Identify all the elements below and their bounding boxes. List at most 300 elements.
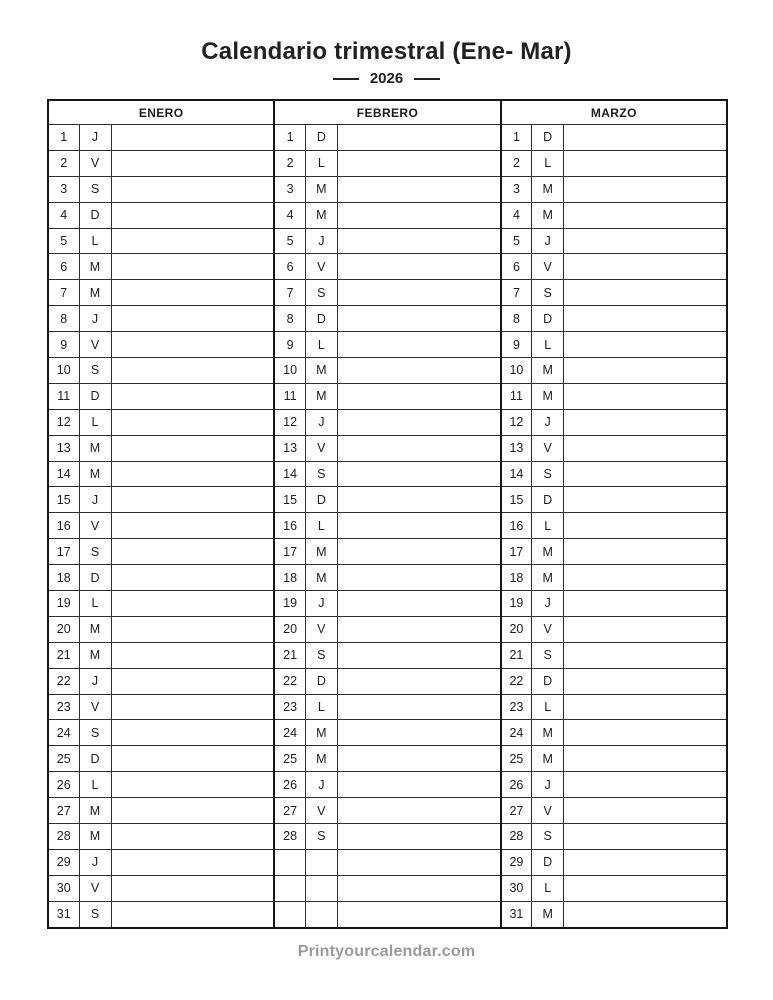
day-letter-cell: L [305, 332, 337, 358]
day-letter-cell: M [532, 176, 564, 202]
day-number-cell: 1 [501, 125, 532, 151]
notes-cell [337, 798, 500, 824]
notes-cell [111, 591, 274, 617]
day-number-cell: 9 [48, 332, 79, 358]
day-letter-cell: M [532, 746, 564, 772]
notes-cell [564, 591, 727, 617]
calendar-row [48, 720, 727, 746]
day-number-cell: 23 [501, 694, 532, 720]
day-letter-cell: J [79, 487, 111, 513]
notes-cell [111, 150, 274, 176]
day-number-cell: 11 [274, 383, 305, 409]
day-letter-cell: M [305, 383, 337, 409]
year-dash-left-ornament [333, 78, 359, 80]
day-letter-cell: M [532, 202, 564, 228]
notes-cell [111, 487, 274, 513]
notes-cell [337, 254, 500, 280]
notes-cell [564, 409, 727, 435]
day-number-cell: 17 [501, 539, 532, 565]
calendar-row [48, 824, 727, 850]
calendar-row [48, 435, 727, 461]
day-letter-cell: M [79, 461, 111, 487]
notes-cell [111, 668, 274, 694]
day-number-cell: 24 [501, 720, 532, 746]
notes-cell [564, 150, 727, 176]
notes-cell [111, 720, 274, 746]
day-number-cell: 1 [48, 125, 79, 151]
notes-cell [337, 125, 500, 151]
day-letter-cell: M [532, 565, 564, 591]
day-number-cell: 18 [274, 565, 305, 591]
day-letter-cell: V [79, 513, 111, 539]
notes-cell [111, 824, 274, 850]
day-number-cell: 23 [48, 694, 79, 720]
day-letter-cell: M [305, 202, 337, 228]
day-letter-cell: M [532, 539, 564, 565]
calendar-body [48, 125, 727, 928]
day-letter-cell: S [79, 358, 111, 384]
day-letter-cell: S [79, 720, 111, 746]
notes-cell [337, 409, 500, 435]
day-number-cell: 29 [48, 849, 79, 875]
day-letter-cell: V [305, 254, 337, 280]
day-number-cell: 28 [274, 824, 305, 850]
day-number-cell: 5 [501, 228, 532, 254]
day-letter-cell: M [79, 616, 111, 642]
day-number-cell: 3 [274, 176, 305, 202]
day-letter-cell: M [305, 176, 337, 202]
day-number-cell: 7 [48, 280, 79, 306]
day-letter-cell: V [79, 150, 111, 176]
notes-cell [564, 358, 727, 384]
day-number-cell [274, 901, 305, 927]
calendar-row [48, 125, 727, 151]
notes-cell [564, 487, 727, 513]
day-number-cell: 16 [501, 513, 532, 539]
notes-cell [111, 875, 274, 901]
notes-cell [564, 254, 727, 280]
day-number-cell: 31 [501, 901, 532, 927]
day-letter-cell: S [532, 280, 564, 306]
day-number-cell: 2 [48, 150, 79, 176]
day-number-cell: 8 [48, 306, 79, 332]
notes-cell [337, 435, 500, 461]
day-letter-cell: J [79, 668, 111, 694]
notes-cell [564, 875, 727, 901]
day-letter-cell: S [79, 176, 111, 202]
day-number-cell: 5 [48, 228, 79, 254]
calendar-header [48, 100, 727, 125]
day-number-cell: 4 [274, 202, 305, 228]
calendar-row [48, 254, 727, 280]
day-letter-cell: L [79, 409, 111, 435]
calendar-row [48, 668, 727, 694]
day-number-cell: 31 [48, 901, 79, 927]
calendar-row [48, 694, 727, 720]
calendar-row [48, 280, 727, 306]
day-letter-cell: S [532, 461, 564, 487]
day-letter-cell: L [305, 694, 337, 720]
day-letter-cell: L [532, 332, 564, 358]
day-letter-cell: L [79, 772, 111, 798]
day-letter-cell: M [305, 358, 337, 384]
day-letter-cell: J [532, 591, 564, 617]
day-letter-cell [305, 875, 337, 901]
day-letter-cell: D [305, 668, 337, 694]
day-number-cell: 26 [274, 772, 305, 798]
notes-cell [111, 176, 274, 202]
day-number-cell: 2 [501, 150, 532, 176]
day-letter-cell: M [79, 824, 111, 850]
notes-cell [337, 332, 500, 358]
day-letter-cell: L [79, 228, 111, 254]
day-number-cell: 5 [274, 228, 305, 254]
day-number-cell: 25 [48, 746, 79, 772]
day-number-cell: 8 [501, 306, 532, 332]
day-number-cell: 17 [48, 539, 79, 565]
day-number-cell: 9 [274, 332, 305, 358]
notes-cell [564, 798, 727, 824]
day-letter-cell: M [532, 383, 564, 409]
day-number-cell: 7 [501, 280, 532, 306]
day-letter-cell: S [305, 824, 337, 850]
notes-cell [337, 772, 500, 798]
day-number-cell: 6 [48, 254, 79, 280]
notes-cell [337, 150, 500, 176]
notes-cell [111, 539, 274, 565]
day-letter-cell: V [305, 616, 337, 642]
notes-cell [564, 668, 727, 694]
day-letter-cell: V [79, 875, 111, 901]
notes-cell [337, 176, 500, 202]
year-dash-right-ornament [414, 78, 440, 80]
day-number-cell: 23 [274, 694, 305, 720]
day-number-cell: 14 [274, 461, 305, 487]
notes-cell [111, 461, 274, 487]
day-letter-cell: V [532, 798, 564, 824]
day-number-cell [274, 849, 305, 875]
calendar-row [48, 875, 727, 901]
year-row [0, 70, 773, 88]
notes-cell [337, 694, 500, 720]
day-number-cell: 16 [48, 513, 79, 539]
day-number-cell: 1 [274, 125, 305, 151]
day-letter-cell: D [79, 383, 111, 409]
day-letter-cell: D [79, 746, 111, 772]
day-number-cell: 15 [274, 487, 305, 513]
month-header-marzo: MARZO [501, 100, 727, 125]
day-number-cell: 21 [501, 642, 532, 668]
day-letter-cell: M [532, 358, 564, 384]
day-number-cell: 30 [48, 875, 79, 901]
notes-cell [564, 642, 727, 668]
day-number-cell: 28 [48, 824, 79, 850]
day-letter-cell: V [532, 435, 564, 461]
day-number-cell: 11 [48, 383, 79, 409]
notes-cell [111, 435, 274, 461]
day-number-cell: 14 [501, 461, 532, 487]
day-letter-cell [305, 901, 337, 927]
day-letter-cell: D [532, 668, 564, 694]
day-number-cell: 14 [48, 461, 79, 487]
notes-cell [111, 901, 274, 927]
notes-cell [337, 746, 500, 772]
day-letter-cell: M [79, 435, 111, 461]
notes-cell [564, 461, 727, 487]
calendar-row [48, 150, 727, 176]
calendar-row [48, 849, 727, 875]
day-letter-cell: S [305, 642, 337, 668]
calendar-row [48, 746, 727, 772]
day-number-cell: 30 [501, 875, 532, 901]
notes-cell [564, 901, 727, 927]
notes-cell [564, 332, 727, 358]
notes-cell [111, 694, 274, 720]
day-number-cell: 7 [274, 280, 305, 306]
day-number-cell: 3 [501, 176, 532, 202]
notes-cell [564, 176, 727, 202]
day-number-cell: 20 [274, 616, 305, 642]
footer-brand: Printyourcalendar.com [297, 943, 476, 960]
notes-cell [337, 202, 500, 228]
notes-cell [337, 720, 500, 746]
day-number-cell: 2 [274, 150, 305, 176]
day-number-cell: 28 [501, 824, 532, 850]
day-letter-cell: V [79, 332, 111, 358]
notes-cell [337, 306, 500, 332]
day-number-cell: 24 [48, 720, 79, 746]
notes-cell [337, 668, 500, 694]
day-letter-cell: L [532, 694, 564, 720]
notes-cell [111, 358, 274, 384]
notes-cell [564, 513, 727, 539]
day-letter-cell: M [305, 565, 337, 591]
day-letter-cell: J [305, 772, 337, 798]
notes-cell [111, 565, 274, 591]
day-number-cell: 10 [501, 358, 532, 384]
notes-cell [337, 358, 500, 384]
calendar-row [48, 202, 727, 228]
day-letter-cell: M [79, 798, 111, 824]
day-number-cell: 16 [274, 513, 305, 539]
day-number-cell: 24 [274, 720, 305, 746]
notes-cell [564, 849, 727, 875]
notes-cell [111, 772, 274, 798]
notes-cell [337, 849, 500, 875]
day-letter-cell: S [305, 280, 337, 306]
day-letter-cell: J [79, 849, 111, 875]
notes-cell [337, 824, 500, 850]
notes-cell [564, 539, 727, 565]
day-number-cell: 22 [501, 668, 532, 694]
notes-cell [337, 487, 500, 513]
day-letter-cell [305, 849, 337, 875]
day-number-cell: 29 [501, 849, 532, 875]
notes-cell [111, 798, 274, 824]
day-number-cell: 19 [274, 591, 305, 617]
month-header-enero: ENERO [48, 100, 274, 125]
day-number-cell: 19 [501, 591, 532, 617]
day-number-cell: 27 [48, 798, 79, 824]
calendar-row [48, 306, 727, 332]
day-letter-cell: M [532, 901, 564, 927]
day-letter-cell: D [305, 125, 337, 151]
day-letter-cell: D [79, 202, 111, 228]
day-number-cell: 20 [48, 616, 79, 642]
day-letter-cell: S [532, 642, 564, 668]
notes-cell [111, 849, 274, 875]
notes-cell [337, 513, 500, 539]
day-letter-cell: V [305, 798, 337, 824]
day-letter-cell: M [79, 280, 111, 306]
day-number-cell: 18 [501, 565, 532, 591]
day-letter-cell: L [305, 150, 337, 176]
notes-cell [564, 202, 727, 228]
calendar-row [48, 901, 727, 927]
day-letter-cell: S [305, 461, 337, 487]
notes-cell [111, 383, 274, 409]
notes-cell [564, 720, 727, 746]
calendar-row [48, 409, 727, 435]
day-number-cell: 12 [48, 409, 79, 435]
day-letter-cell: J [79, 306, 111, 332]
day-letter-cell: D [532, 487, 564, 513]
day-number-cell: 21 [48, 642, 79, 668]
calendar-row [48, 383, 727, 409]
notes-cell [564, 306, 727, 332]
day-letter-cell: M [79, 254, 111, 280]
notes-cell [111, 616, 274, 642]
notes-cell [111, 513, 274, 539]
day-number-cell: 12 [274, 409, 305, 435]
day-number-cell: 26 [48, 772, 79, 798]
quarterly-calendar-table [47, 99, 728, 929]
day-number-cell: 19 [48, 591, 79, 617]
day-number-cell: 13 [48, 435, 79, 461]
day-letter-cell: D [305, 487, 337, 513]
day-number-cell: 21 [274, 642, 305, 668]
calendar-row [48, 616, 727, 642]
notes-cell [337, 383, 500, 409]
day-letter-cell: J [305, 409, 337, 435]
day-number-cell: 12 [501, 409, 532, 435]
day-number-cell: 13 [501, 435, 532, 461]
day-number-cell: 22 [274, 668, 305, 694]
notes-cell [564, 383, 727, 409]
notes-cell [111, 642, 274, 668]
day-number-cell: 22 [48, 668, 79, 694]
month-header-row [48, 100, 727, 125]
day-letter-cell: V [532, 616, 564, 642]
calendar-row [48, 487, 727, 513]
notes-cell [111, 280, 274, 306]
notes-cell [337, 642, 500, 668]
day-number-cell: 15 [48, 487, 79, 513]
notes-cell [337, 539, 500, 565]
day-number-cell: 13 [274, 435, 305, 461]
notes-cell [111, 228, 274, 254]
notes-cell [564, 125, 727, 151]
day-letter-cell: S [532, 824, 564, 850]
notes-cell [111, 306, 274, 332]
day-letter-cell: D [79, 565, 111, 591]
day-letter-cell: V [79, 694, 111, 720]
day-letter-cell: L [532, 875, 564, 901]
day-letter-cell: D [305, 306, 337, 332]
calendar-row [48, 539, 727, 565]
day-number-cell: 25 [274, 746, 305, 772]
calendar-row [48, 228, 727, 254]
day-letter-cell: M [305, 720, 337, 746]
notes-cell [564, 616, 727, 642]
notes-cell [111, 254, 274, 280]
day-letter-cell: J [305, 591, 337, 617]
day-number-cell: 6 [274, 254, 305, 280]
day-number-cell: 6 [501, 254, 532, 280]
day-letter-cell: J [532, 409, 564, 435]
day-letter-cell: J [79, 125, 111, 151]
notes-cell [337, 228, 500, 254]
calendar-row [48, 358, 727, 384]
calendar-row [48, 772, 727, 798]
day-number-cell: 10 [274, 358, 305, 384]
page-title: Calendario trimestral (Ene- Mar) [201, 38, 572, 65]
calendar-row [48, 642, 727, 668]
notes-cell [111, 332, 274, 358]
notes-cell [564, 746, 727, 772]
day-number-cell: 4 [501, 202, 532, 228]
day-letter-cell: D [532, 849, 564, 875]
notes-cell [564, 228, 727, 254]
day-letter-cell: M [79, 642, 111, 668]
day-number-cell: 18 [48, 565, 79, 591]
calendar-row [48, 591, 727, 617]
day-number-cell: 17 [274, 539, 305, 565]
year-label: 2026 [369, 70, 404, 87]
day-number-cell: 8 [274, 306, 305, 332]
day-number-cell: 15 [501, 487, 532, 513]
day-number-cell: 25 [501, 746, 532, 772]
calendar-row [48, 565, 727, 591]
notes-cell [111, 202, 274, 228]
notes-cell [564, 824, 727, 850]
month-header-febrero: FEBRERO [274, 100, 500, 125]
day-letter-cell: L [305, 513, 337, 539]
day-letter-cell: L [532, 513, 564, 539]
day-letter-cell: J [532, 772, 564, 798]
notes-cell [337, 565, 500, 591]
notes-cell [564, 772, 727, 798]
calendar-row [48, 461, 727, 487]
day-number-cell: 11 [501, 383, 532, 409]
day-number-cell: 20 [501, 616, 532, 642]
day-number-cell: 27 [501, 798, 532, 824]
day-number-cell: 9 [501, 332, 532, 358]
day-number-cell [274, 875, 305, 901]
day-letter-cell: V [305, 435, 337, 461]
day-number-cell: 4 [48, 202, 79, 228]
day-number-cell: 26 [501, 772, 532, 798]
day-letter-cell: M [305, 539, 337, 565]
notes-cell [111, 409, 274, 435]
day-letter-cell: D [532, 306, 564, 332]
day-number-cell: 10 [48, 358, 79, 384]
notes-cell [337, 280, 500, 306]
notes-cell [564, 565, 727, 591]
day-letter-cell: S [79, 539, 111, 565]
notes-cell [111, 125, 274, 151]
notes-cell [337, 591, 500, 617]
